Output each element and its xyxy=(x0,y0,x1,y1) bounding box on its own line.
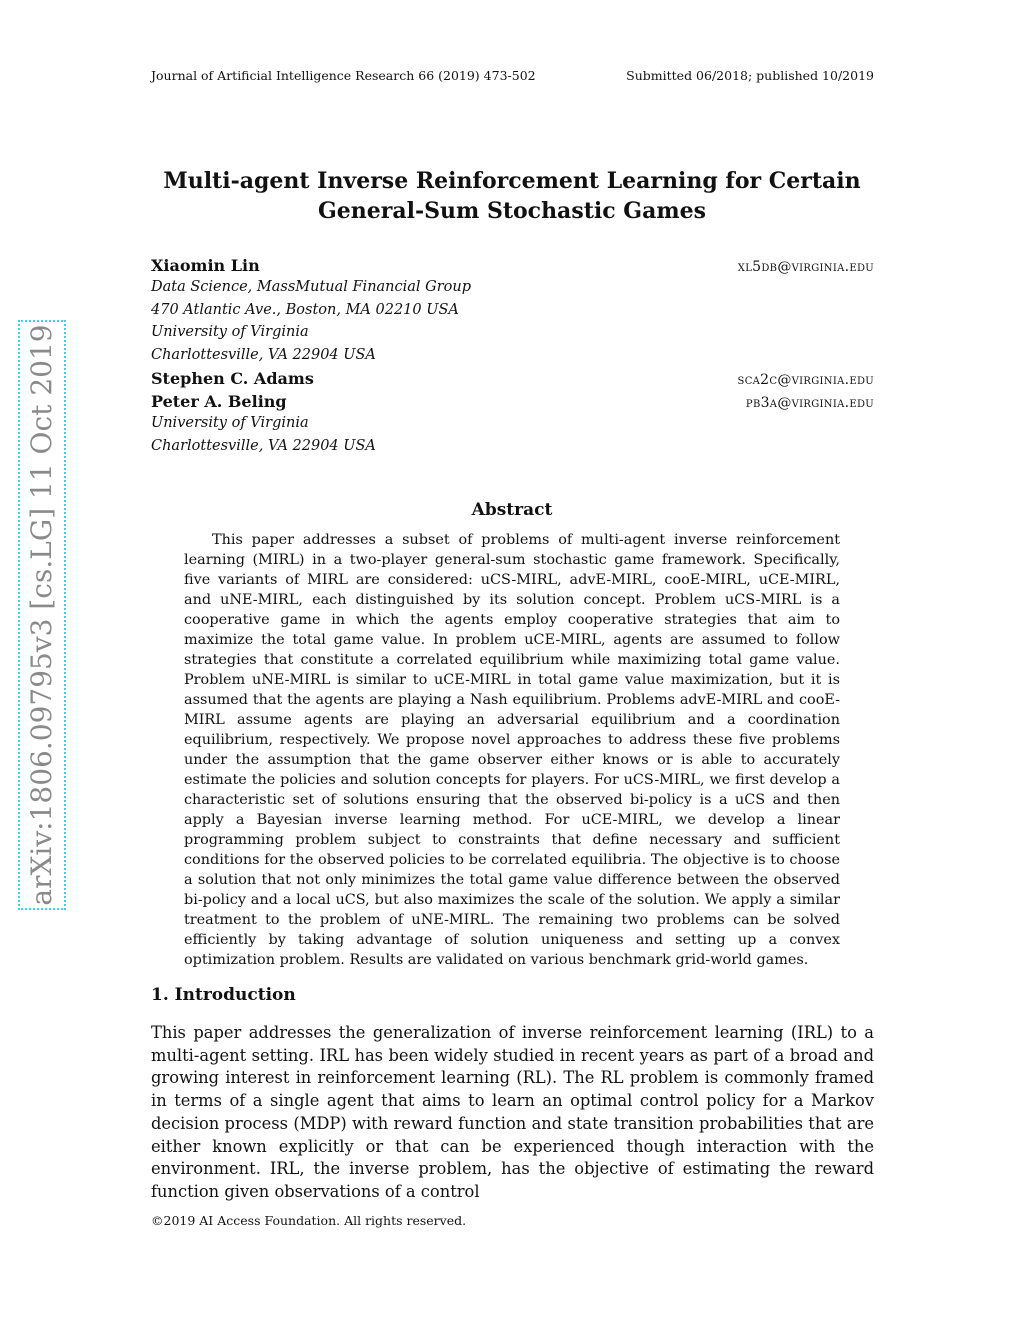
affiliation-line: University of Virginia xyxy=(151,415,309,431)
section-body xyxy=(151,1022,874,1204)
section-text: This paper addresses the generalization of inverse reinforcement learning (IRL) to a multi-agent setting. IRL has been widely studied in recent years as part of a broad and growing interest in reinforcement learning (RL). The RL problem is commonly framed in terms of a single agent that aims to learn an optimal control policy for a Markov decision process (MDP) with reward function and state transition probabilities that are either known explicitly or that can be experienced though interaction with the environment. IRL, the inverse problem, has the objective of estimating the reward function given observations of a control xyxy=(151,1023,874,1201)
affiliation-line: Charlottesville, VA 22904 USA xyxy=(151,437,376,454)
abstract-body xyxy=(184,530,840,970)
submission-dates: Submitted 06/2018; published 10/2019 xyxy=(626,68,874,83)
title-line: General-Sum Stochastic Games xyxy=(318,198,706,224)
author-email: pb3a@virginia.edu xyxy=(745,395,874,411)
arxiv-stamp[interactable] xyxy=(18,320,66,910)
copyright-footer: ©2019 AI Access Foundation. All rights reserved. xyxy=(151,1213,467,1228)
author-name: Peter A. Beling xyxy=(151,392,287,411)
author-row xyxy=(151,369,874,392)
affiliation-line: University of Virginia xyxy=(151,324,309,340)
author-name: Stephen C. Adams xyxy=(151,369,314,388)
author-row xyxy=(151,392,874,415)
abstract-heading: Abstract xyxy=(471,500,553,520)
author-email: sca2c@virginia.edu xyxy=(737,372,874,388)
affiliation-line: 470 Atlantic Ave., Boston, MA 02210 USA xyxy=(151,301,459,318)
author-row xyxy=(151,256,874,279)
arxiv-identifier[interactable]: arXiv:1806.09795v3 [cs.LG] 11 Oct 2019 xyxy=(18,320,66,910)
abstract-text: This paper addresses a subset of problems of multi-agent inverse reinforcement learning (MIRL) in a two-player general-sum stochastic game framework. Specifically, five variants of MIRL are considered: uCS-MIRL, advE-MIRL, cooE-MIRL, uCE-MIRL, and uNE-MIRL, each distinguished by its solution concept. Problem uCS-MIRL is a cooperative game in which the agents employ cooperative strategies that aim to maximize the total game value. In problem uCE-MIRL, agents are assumed to follow strategies that constitute a correlated equilibrium while maximizing total game value. Problem uNE-MIRL is similar to uCE-MIRL in total game value maximization, but it is assumed that the agents are playing a Nash equilibrium. Problems advE-MIRL and cooE-MIRL assume agents are playing an adversarial equilibrium and a coordination equilibrium, respectively. We propose novel approaches to address these five problems under the assumption that the game observer either knows or is able to accurately estimate the policies and solution concepts for players. For uCS-MIRL, we first develop a characteristic set of solutions ensuring that the observed bi-policy is a uCS and then apply a Bayesian inverse learning method. For uCE-MIRL, we develop a linear programming problem subject to constraints that define necessary and sufficient conditions for the observed policies to be correlated equilibria. The objective is to choose a solution that not only minimizes the total game value difference between the observed bi-policy and a local uCS, but also maximizes the scale of the solution. We apply a similar treatment to the problem of uNE-MIRL. The remaining two problems can be solved efficiently by taking advantage of solution uniqueness and setting up a convex optimization problem. Results are validated on various benchmark grid-world games. xyxy=(184,532,840,968)
author-name: Xiaomin Lin xyxy=(151,256,260,275)
paper-title xyxy=(150,166,874,226)
author-email: xl5db@virginia.edu xyxy=(737,259,874,275)
section-heading: 1. Introduction xyxy=(151,985,296,1005)
affiliation-line: Charlottesville, VA 22904 USA xyxy=(151,346,376,363)
journal-header: Journal of Artificial Intelligence Research 66 (2019) 473-502 xyxy=(151,68,536,83)
author-block xyxy=(151,256,874,460)
title-line: Multi-agent Inverse Reinforcement Learning for Certain xyxy=(163,168,861,194)
affiliation-line: Data Science, MassMutual Financial Group xyxy=(151,279,472,295)
